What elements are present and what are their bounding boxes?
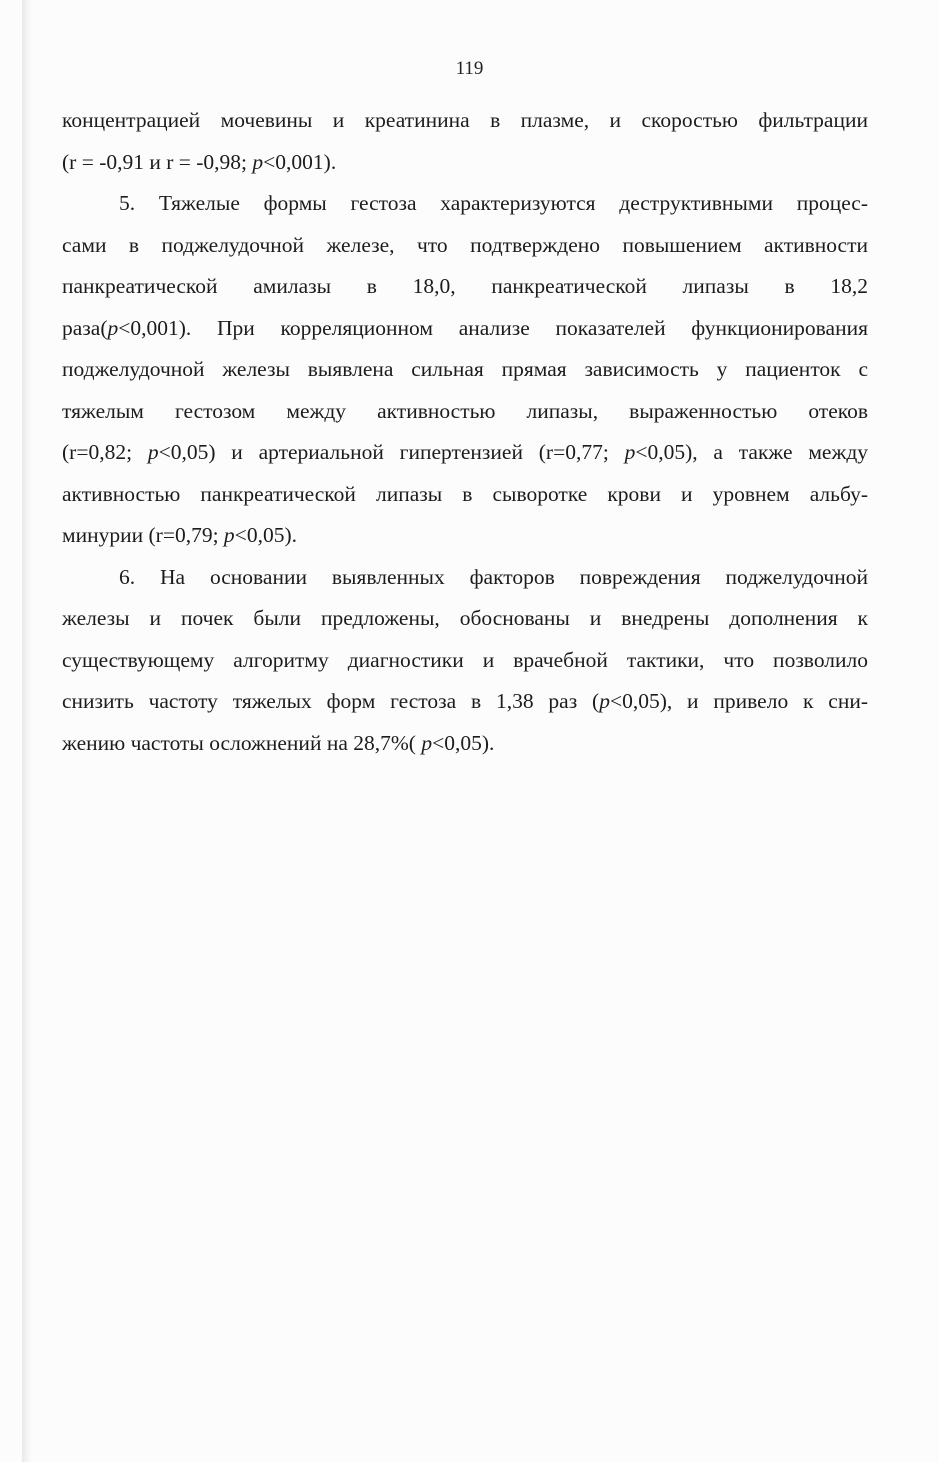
text-line: раза(p<0,001). При корреляционном анализе показателей функционирования xyxy=(62,315,868,340)
text-line: панкреатической амилазы в 18,0, панкреатической липазы в 18,2 xyxy=(62,274,868,298)
text-line: тяжелым гестозом между активностью липазы, выраженностью отеков xyxy=(62,398,868,423)
text-line: концентрацией мочевины и креатинина в плазме, и скоростью фильтрации xyxy=(62,108,868,132)
text-line: минурии (r=0,79; p<0,05). xyxy=(62,523,297,547)
text-line: 6. На основании выявленных факторов повреждения поджелудочной xyxy=(119,564,868,589)
text-line: активностью панкреатической липазы в сыворотке крови и уровнем альбу- xyxy=(62,481,868,506)
text-line: железы и почек были предложены, обоснованы и внедрены дополнения к xyxy=(62,606,868,630)
text-line: поджелудочной железы выявлена сильная прямая зависимость у пациенток с xyxy=(62,357,868,381)
body-text xyxy=(62,100,868,764)
text-line: снизить частоту тяжелых форм гестоза в 1,38 раз (p<0,05), и привело к сни- xyxy=(62,689,868,713)
text-line: (r = -0,91 и r = -0,98; p<0,001). xyxy=(62,149,337,174)
paragraph-continuation xyxy=(62,100,868,183)
paragraph-item-5 xyxy=(62,183,868,557)
text-line: сами в поджелудочной железе, что подтверждено повышением активности xyxy=(62,232,868,257)
scan-shadow-edge xyxy=(22,0,32,1462)
text-line: (r=0,82; p<0,05) и артериальной гипертензией (r=0,77; p<0,05), а также между xyxy=(62,440,869,464)
text-line: жению частоты осложнений на 28,7%( p<0,05). xyxy=(62,730,495,755)
page-number: 119 xyxy=(455,58,484,79)
text-line: существующему алгоритму диагностики и врачебной тактики, что позволило xyxy=(62,647,868,672)
paragraph-item-6 xyxy=(62,557,868,765)
text-line: 5. Тяжелые формы гестоза характеризуются деструктивными процес- xyxy=(119,191,868,215)
